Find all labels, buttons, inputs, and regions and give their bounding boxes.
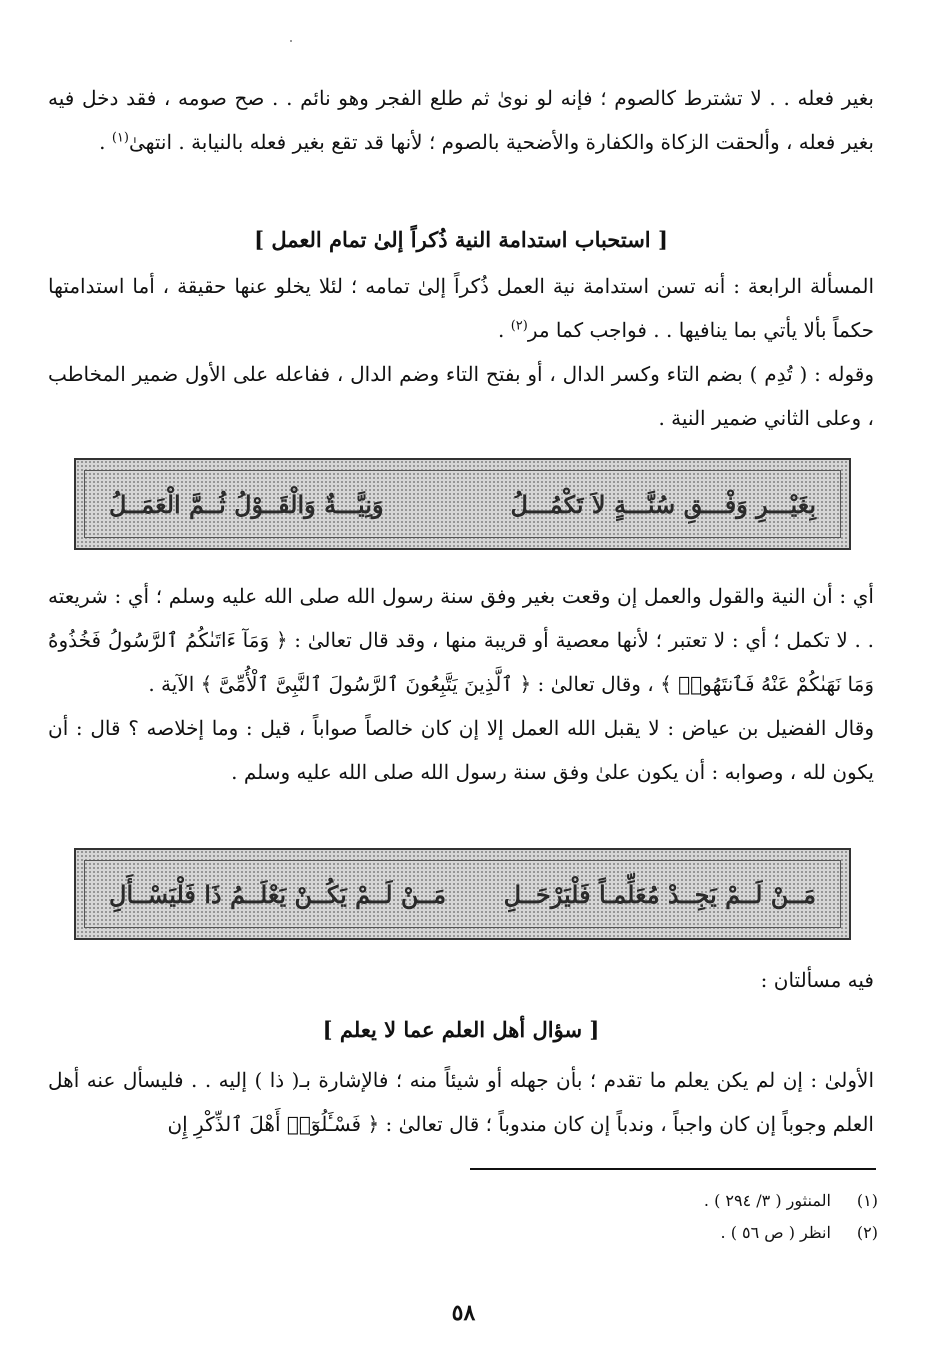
scan-speck <box>290 40 292 42</box>
paragraph-4 <box>48 574 874 706</box>
section-heading-1: [ استحباب استدامة النية ذُكراً إلىٰ تمام العمل ] <box>254 227 668 252</box>
paragraph-2 <box>48 264 874 352</box>
page-number: ٥٨ <box>451 1300 476 1326</box>
verse-2-second-hemistich: مَــنْ لَــمْ يَجِــدْ مُعَلِّمـاً فَلْيَرْحَــلِ <box>503 879 816 909</box>
verse-2-first-hemistich: مَــنْ لَــمْ يَكُــنْ يَعْلَــمُ ذَا فَلْيَسْــأَلِ <box>109 879 447 909</box>
footnote-1-text: المنثور ( ٣/ ٢٩٤ ) . <box>703 1191 831 1210</box>
paragraph-2-text: المسألة الرابعة : أنه تسن استدامة نية العمل ذُكراً إلىٰ تمامه ؛ لئلا يخلو عنها حقيقة ، أما استدامتها حكماً بألا يأتي بما ينافيها . . فواجب كما مر <box>48 274 874 342</box>
paragraph-4-text: أي : أن النية والقول والعمل إن وقعت بغير وفق سنة رسول الله صلى الله عليه وسلم ؛ أي : شريعته . . لا تكمل ؛ أي : لا تعتبر ؛ لأنها معصية أو قريبة منها ، وقد قال تعالىٰ : ﴿ وَمَآ ءَاتَىٰكُمُ ٱلرَّسُولُ فَخُذُوهُ وَمَا نَهَىٰكُمْ عَنْهُ فَٱنتَهُوا۟ ﴾ ، وقال تعالىٰ : ﴿ ٱلَّذِينَ يَتَّبِعُونَ ٱلرَّسُولَ ٱلنَّبِىَّ ٱلْأُمِّىَّ ﴾ الآية . <box>48 584 874 696</box>
footnote-ref-2[interactable]: (٢) <box>510 318 528 334</box>
poem-verse-box-2 <box>74 848 851 940</box>
paragraph-3: وقوله : ( تُدِم ) بضم التاء وكسر الدال ، أو بفتح التاء وضم الدال ، ففاعله على الأول ضمير المخاطب ، وعلى الثاني ضمير النية . <box>48 362 874 430</box>
footnote-ref-1[interactable]: (١) <box>111 130 129 146</box>
footnote-1 <box>48 1186 878 1216</box>
poem-verse-box-1 <box>74 458 851 550</box>
footnote-2 <box>48 1218 878 1248</box>
footnote-separator <box>470 1168 876 1170</box>
paragraph-7: الأولىٰ : إن لم يكن يعلم ما تقدم ؛ بأن جهله أو شيئاً منه ؛ فالإشارة بـ( ذا ) إليه . . فليسأل عنه أهل العلم وجوباً إن كان واجباً ، وندباً إن كان مندوباً ؛ قال تعالىٰ : ﴿ فَسْـَٔلُوٓا۟ أَهْلَ ٱلذِّكْرِ إِن <box>48 1068 874 1136</box>
paragraph-2-end: . <box>497 318 511 342</box>
verse-1-first-hemistich: وَنِيَّـــةٌ وَالْقَــوْلُ ثُــمَّ الْعَمَــلُ <box>109 489 384 519</box>
footnote-2-text: انظر ( ص ٥٦ ) . <box>720 1223 831 1242</box>
poem-verse-frame-1 <box>84 470 841 538</box>
paragraph-6: فيه مسألتان : <box>760 968 874 992</box>
footnote-1-number: (١) <box>856 1191 878 1210</box>
paragraph-5: وقال الفضيل بن عياض : لا يقبل الله العمل إلا إن كان خالصاً صواباً ، قيل : وما إخلاصه ؟ قال : أن يكون لله ، وصوابه : أن يكون علىٰ وفق سنة رسول الله صلى الله عليه وسلم . <box>48 716 874 784</box>
verse-1-second-hemistich: بِغَيْـــرِ وَفْـــقِ سُنَّـــةٍ لاَ تَكْمُـــلُ <box>510 489 816 519</box>
paragraph-1-text: بغير فعله . . لا تشترط كالصوم ؛ فإنه لو نوىٰ ثم طلع الفجر وهو نائم . . صح صومه ، فقد دخل فيه بغير فعله ، وألحقت الزكاة والكفارة والأضحية بالصوم ؛ لأنها قد تقع بغير فعله بالنيابة . انتهىٰ <box>48 86 874 154</box>
footnote-2-number: (٢) <box>856 1223 878 1242</box>
paragraph-1-end: . <box>99 130 112 154</box>
paragraph-1 <box>48 76 874 164</box>
section-heading-2: [ سؤال أهل العلم عما لا يعلم ] <box>322 1017 600 1042</box>
poem-verse-frame-2 <box>84 860 841 928</box>
